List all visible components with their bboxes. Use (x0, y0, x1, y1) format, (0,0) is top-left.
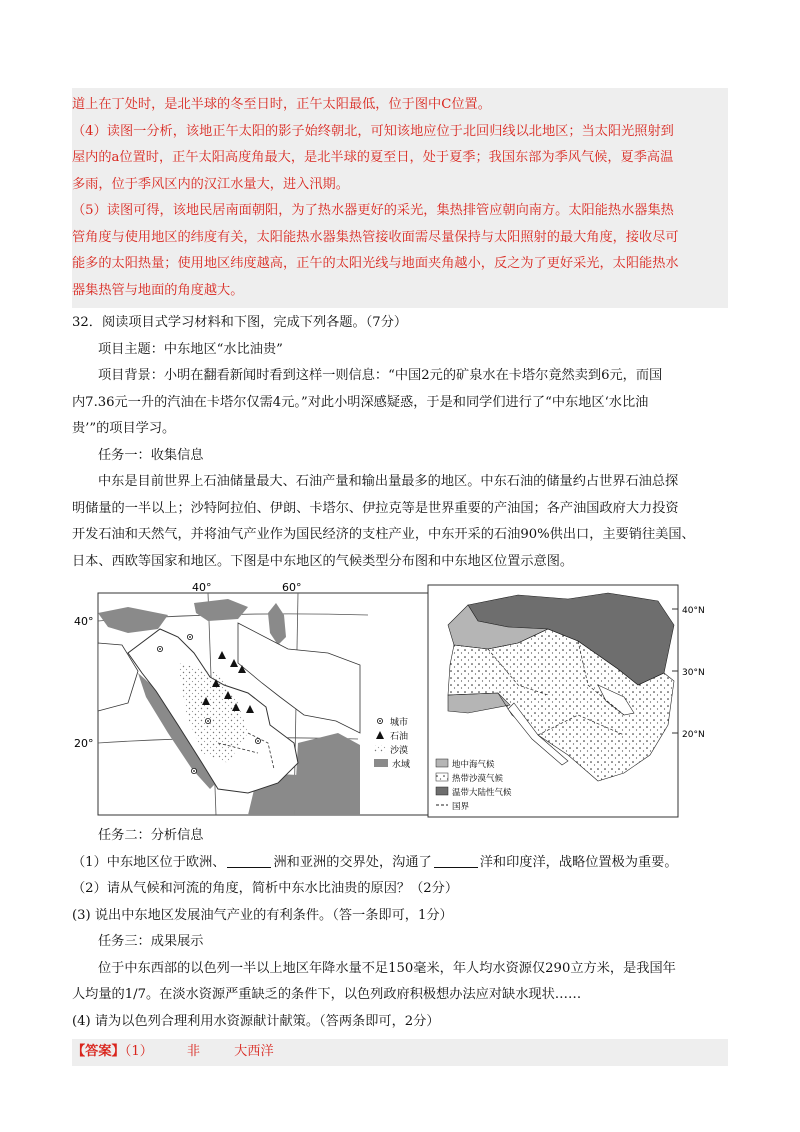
task-one-heading: 任务一：收集信息 (98, 447, 204, 463)
legend-water-label: 水域 (392, 760, 411, 770)
question-title: 32．阅读项目式学习材料和下图，完成下列各题。（7分） (72, 315, 408, 330)
right-map-legend (432, 753, 512, 815)
latitude-40n-label: 40°N (682, 606, 705, 616)
legend-city-label: 城市 (390, 718, 409, 728)
question-1-text: （1）中东地区位于欧洲、 (72, 854, 226, 870)
legend-oil-label: 石油 (390, 732, 409, 742)
answer-line: 管角度与使用地区的纬度有关，太阳能热水器集热管接收面需尽量保持与太阳照射的最大角度，接收尽可 (72, 229, 679, 245)
document-page (72, 88, 728, 1066)
answer-line: 屋内的a位置时，正午太阳高度角最大，是北半球的夏至日，处于夏季；我国东部为季风气候，夏季高温 (72, 150, 674, 165)
project-theme: 项目主题：中东地区“水比油贵” (98, 341, 283, 357)
answer-blank[interactable] (434, 853, 478, 868)
question-3: (3) 说出中东地区发展油气产业的有利条件。（答一条即可，1分） (72, 907, 453, 923)
result-line: 人均量的1/7。在淡水资源严重缺乏的条件下，以色列政府积极想办法应对缺水现状…… (72, 987, 582, 1002)
answer-line: （4）读图一分析，该地正午太阳的影子始终朝北，可知该地应位于北回归线以北地区；当太阳光照射到 (72, 123, 674, 139)
legend-desert-climate-label: 热带沙漠气候 (452, 774, 504, 784)
longitude-60-label: 60° (282, 581, 302, 594)
answer-blank[interactable] (227, 853, 271, 868)
info-line: 日本、西欧等国家和地区。下图是中东地区的气候类型分布图和中东地区位置示意图。 (72, 553, 574, 569)
info-line: 明储量的一半以上；沙特阿拉伯、伊朗、卡塔尔、伊拉克等是世界重要的产油国；各产油国政府大力投资 (72, 500, 679, 516)
latitude-20n-label: 20°N (682, 730, 705, 740)
legend-continental-label: 温带大陆性气候 (452, 788, 512, 798)
question-1 (72, 850, 728, 877)
project-background-line: 项目背景：小明在翻看新闻时看到这样一则信息：“中国2元的矿泉水在卡塔尔竟然卖到6元，而国 (98, 368, 663, 383)
question-1-text: 洲和亚洲的交界处，沟通了 (273, 854, 432, 870)
answer-line: 道上在丁处时，是北半球的冬至日时，正午太阳最低，位于图中C位置。 (72, 97, 491, 112)
project-background-line: 内7.36元一升的汽油在卡塔尔仅需4元。”对此小明深感疑惑，于是和同学们进行了“中东地区‘水比油 (72, 394, 649, 410)
answer-value: 大西洋 (234, 1044, 274, 1059)
result-line: 位于中东西部的以色列一半以上地区年降水量不足150毫米，年人均水资源仅290立方米，是我国年 (98, 960, 676, 976)
answer-line: 多雨，位于季风区内的汉江水量大，进入汛期。 (72, 176, 349, 192)
question-4: (4) 请为以色列合理利用水资源献计献策。（答两条即可，2分） (72, 1013, 440, 1029)
task-two-heading: 任务二：分析信息 (98, 828, 204, 843)
latitude-30n-label: 30°N (682, 668, 705, 678)
legend-desert-label: 沙漠 (390, 746, 409, 756)
answer-line: 器集热管与地面的角度越大。 (72, 282, 244, 298)
answer-tag: 【答案】 (72, 1044, 125, 1059)
answer-value: 非 (186, 1044, 201, 1059)
latitude-20-label: 20° (74, 737, 94, 750)
answer-item-number: （1） (124, 1044, 153, 1059)
map-figures (72, 581, 728, 823)
answer-bar (72, 1039, 728, 1066)
legend-mediterranean-label: 地中海气候 (452, 760, 495, 770)
info-line: 开发石油和天然气，并将油气产业作为国民经济的支柱产业，中东开采的石油90%供出口，主要销往美国、 (72, 527, 695, 542)
project-background-line: 贵’”的项目学习。 (72, 421, 176, 436)
info-line: 中东是目前世界上石油储量最大、石油产量和输出量最多的地区。中东石油的储量约占世界石油总探 (98, 474, 679, 489)
task-three-heading: 任务三：成果展示 (98, 934, 204, 949)
longitude-40-label: 40° (192, 581, 212, 594)
answer-line: （5）读图可得，该地民居南面朝阳，为了热水器更好的采光，集热排管应朝向南方。太阳能热水器集热 (72, 203, 674, 218)
previous-answer-block (72, 88, 728, 308)
question-2: （2）请从气候和河流的角度，简析中东水比油贵的原因？（2分） (72, 881, 459, 896)
latitude-40-label: 40° (74, 615, 94, 628)
legend-border-label: 国界 (452, 802, 470, 812)
answer-line: 能多的太阳热量；使用地区纬度越高，正午的太阳光线与地面夹角越小，反之为了更好采光，太阳能热水 (72, 256, 679, 271)
middle-east-climate-map (428, 585, 718, 817)
question-1-text: 洋和印度洋，战略位置极为重要。 (479, 854, 678, 870)
